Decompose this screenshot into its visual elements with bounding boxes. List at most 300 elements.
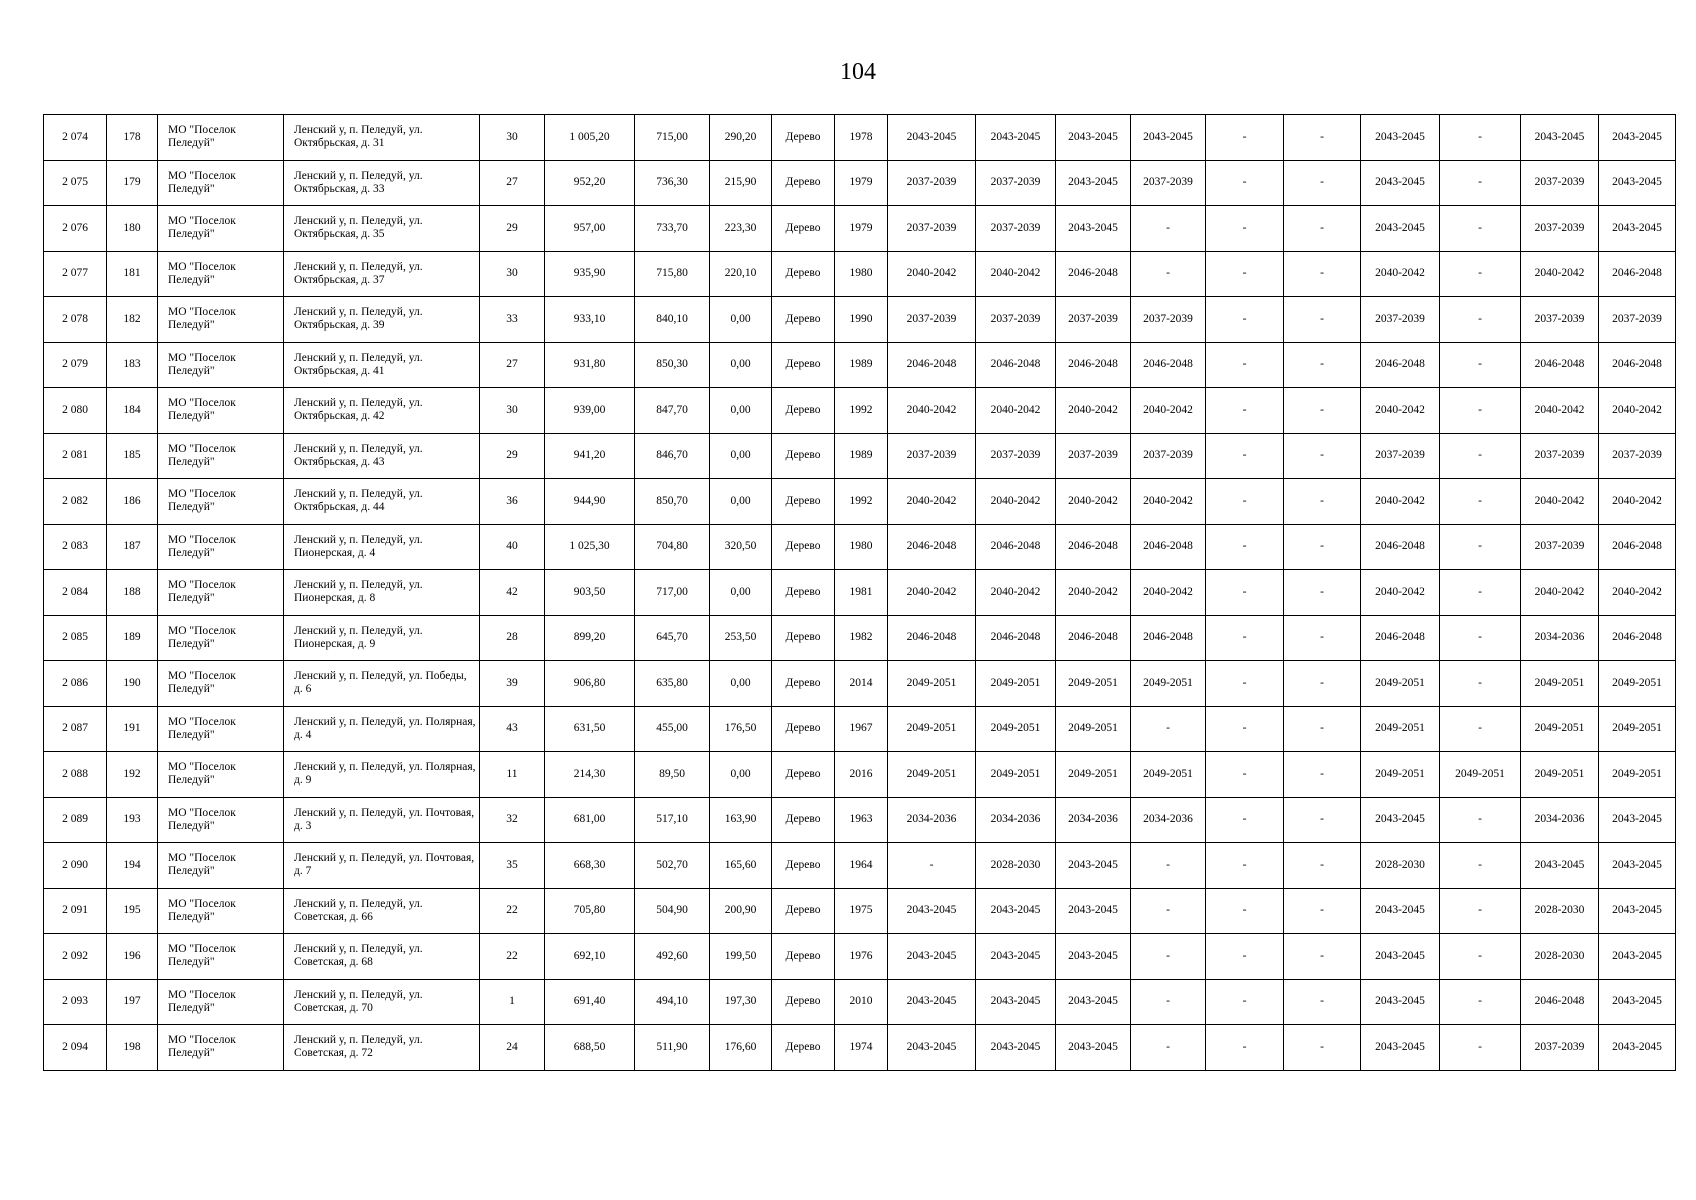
- work-period-cell-1: 2043-2045: [888, 934, 976, 980]
- work-period-cell-2: 2037-2039: [976, 297, 1056, 343]
- work-period-cell-7: 2043-2045: [1361, 797, 1440, 843]
- work-period-cell-1: 2043-2045: [888, 1025, 976, 1071]
- work-period-cell-3: 2046-2048: [1056, 524, 1131, 570]
- row-number-cell: 2 082: [44, 479, 107, 525]
- work-period-cell-9: 2049-2051: [1521, 661, 1599, 707]
- municipality-cell: МО "Поселок Пеледуй": [158, 479, 284, 525]
- wall-material-cell: Дерево: [772, 115, 835, 161]
- year-built-cell: 2010: [835, 979, 888, 1025]
- work-period-cell-1: 2040-2042: [888, 570, 976, 616]
- address-cell: Ленский у, п. Пеледуй, ул. Советская, д. 68: [284, 934, 480, 980]
- work-period-cell-4: 2046-2048: [1131, 615, 1206, 661]
- local-number-cell: 178: [107, 115, 158, 161]
- work-period-cell-8: -: [1440, 342, 1521, 388]
- work-period-cell-8: -: [1440, 888, 1521, 934]
- work-period-cell-3: 2049-2051: [1056, 661, 1131, 707]
- address-cell: Ленский у, п. Пеледуй, ул. Победы, д. 6: [284, 661, 480, 707]
- apartments-cell: 30: [480, 115, 545, 161]
- nonresidential-area-cell: 223,30: [710, 206, 772, 252]
- work-period-cell-5: -: [1206, 843, 1284, 889]
- table-row: [44, 843, 1676, 889]
- row-number-cell: 2 074: [44, 115, 107, 161]
- local-number-cell: 198: [107, 1025, 158, 1071]
- work-period-cell-8: -: [1440, 206, 1521, 252]
- work-period-cell-4: -: [1131, 843, 1206, 889]
- wall-material-cell: Дерево: [772, 433, 835, 479]
- work-period-cell-2: 2040-2042: [976, 388, 1056, 434]
- address-cell: Ленский у, п. Пеледуй, ул. Октябрьская, д. 35: [284, 206, 480, 252]
- work-period-cell-5: -: [1206, 206, 1284, 252]
- work-period-cell-4: -: [1131, 251, 1206, 297]
- table-row: [44, 297, 1676, 343]
- work-period-cell-9: 2037-2039: [1521, 297, 1599, 343]
- municipality-cell: МО "Поселок Пеледуй": [158, 843, 284, 889]
- work-period-cell-2: 2040-2042: [976, 479, 1056, 525]
- work-period-cell-5: -: [1206, 615, 1284, 661]
- work-period-cell-7: 2046-2048: [1361, 524, 1440, 570]
- residential-area-cell: 492,60: [635, 934, 710, 980]
- work-period-cell-6: -: [1284, 706, 1361, 752]
- address-cell: Ленский у, п. Пеледуй, ул. Пионерская, д. 9: [284, 615, 480, 661]
- wall-material-cell: Дерево: [772, 615, 835, 661]
- year-built-cell: 1992: [835, 479, 888, 525]
- work-period-cell-6: -: [1284, 297, 1361, 343]
- nonresidential-area-cell: 215,90: [710, 160, 772, 206]
- nonresidential-area-cell: 0,00: [710, 342, 772, 388]
- year-built-cell: 1990: [835, 297, 888, 343]
- work-period-cell-7: 2049-2051: [1361, 661, 1440, 707]
- row-number-cell: 2 089: [44, 797, 107, 843]
- work-period-cell-1: 2040-2042: [888, 479, 976, 525]
- work-period-cell-7: 2043-2045: [1361, 115, 1440, 161]
- local-number-cell: 184: [107, 388, 158, 434]
- residential-area-cell: 847,70: [635, 388, 710, 434]
- apartments-cell: 22: [480, 888, 545, 934]
- table-row: [44, 115, 1676, 161]
- table-row: [44, 570, 1676, 616]
- work-period-cell-3: 2040-2042: [1056, 570, 1131, 616]
- table-row: [44, 797, 1676, 843]
- row-number-cell: 2 091: [44, 888, 107, 934]
- address-cell: Ленский у, п. Пеледуй, ул. Октябрьская, д. 44: [284, 479, 480, 525]
- work-period-cell-1: 2040-2042: [888, 388, 976, 434]
- work-period-cell-5: -: [1206, 570, 1284, 616]
- work-period-cell-9: 2034-2036: [1521, 797, 1599, 843]
- table-row: [44, 752, 1676, 798]
- residential-area-cell: 511,90: [635, 1025, 710, 1071]
- table-row: [44, 388, 1676, 434]
- table-row: [44, 1025, 1676, 1071]
- total-area-cell: 691,40: [545, 979, 635, 1025]
- work-period-cell-8: -: [1440, 615, 1521, 661]
- work-period-cell-6: -: [1284, 115, 1361, 161]
- residential-area-cell: 494,10: [635, 979, 710, 1025]
- year-built-cell: 1967: [835, 706, 888, 752]
- nonresidential-area-cell: 0,00: [710, 752, 772, 798]
- work-period-cell-8: -: [1440, 979, 1521, 1025]
- work-period-cell-9: 2043-2045: [1521, 843, 1599, 889]
- housing-registry-table: [43, 114, 1676, 1071]
- work-period-cell-3: 2043-2045: [1056, 979, 1131, 1025]
- work-period-cell-9: 2037-2039: [1521, 206, 1599, 252]
- year-built-cell: 1979: [835, 206, 888, 252]
- wall-material-cell: Дерево: [772, 752, 835, 798]
- nonresidential-area-cell: 165,60: [710, 843, 772, 889]
- work-period-cell-3: 2040-2042: [1056, 388, 1131, 434]
- work-period-cell-6: -: [1284, 979, 1361, 1025]
- year-built-cell: 1989: [835, 433, 888, 479]
- work-period-cell-2: 2043-2045: [976, 979, 1056, 1025]
- wall-material-cell: Дерево: [772, 797, 835, 843]
- work-period-cell-6: -: [1284, 251, 1361, 297]
- work-period-cell-1: 2046-2048: [888, 524, 976, 570]
- wall-material-cell: Дерево: [772, 706, 835, 752]
- residential-area-cell: 704,80: [635, 524, 710, 570]
- work-period-cell-8: -: [1440, 388, 1521, 434]
- apartments-cell: 40: [480, 524, 545, 570]
- municipality-cell: МО "Поселок Пеледуй": [158, 1025, 284, 1071]
- work-period-cell-6: -: [1284, 934, 1361, 980]
- nonresidential-area-cell: 320,50: [710, 524, 772, 570]
- work-period-cell-3: 2043-2045: [1056, 206, 1131, 252]
- total-area-cell: 631,50: [545, 706, 635, 752]
- work-period-cell-7: 2043-2045: [1361, 160, 1440, 206]
- work-period-cell-4: 2046-2048: [1131, 342, 1206, 388]
- work-period-cell-6: -: [1284, 752, 1361, 798]
- table-row: [44, 160, 1676, 206]
- work-period-cell-4: -: [1131, 706, 1206, 752]
- table-row: [44, 342, 1676, 388]
- address-cell: Ленский у, п. Пеледуй, ул. Советская, д. 66: [284, 888, 480, 934]
- work-period-cell-10: 2046-2048: [1599, 251, 1676, 297]
- work-period-cell-7: 2043-2045: [1361, 888, 1440, 934]
- year-built-cell: 1974: [835, 1025, 888, 1071]
- apartments-cell: 32: [480, 797, 545, 843]
- work-period-cell-3: 2037-2039: [1056, 297, 1131, 343]
- address-cell: Ленский у, п. Пеледуй, ул. Полярная, д. 9: [284, 752, 480, 798]
- residential-area-cell: 846,70: [635, 433, 710, 479]
- work-period-cell-3: 2034-2036: [1056, 797, 1131, 843]
- work-period-cell-5: -: [1206, 1025, 1284, 1071]
- work-period-cell-5: -: [1206, 297, 1284, 343]
- nonresidential-area-cell: 253,50: [710, 615, 772, 661]
- local-number-cell: 189: [107, 615, 158, 661]
- local-number-cell: 191: [107, 706, 158, 752]
- work-period-cell-5: -: [1206, 388, 1284, 434]
- wall-material-cell: Дерево: [772, 342, 835, 388]
- table-row: [44, 479, 1676, 525]
- work-period-cell-9: 2049-2051: [1521, 706, 1599, 752]
- nonresidential-area-cell: 220,10: [710, 251, 772, 297]
- work-period-cell-2: 2037-2039: [976, 433, 1056, 479]
- work-period-cell-10: 2043-2045: [1599, 115, 1676, 161]
- work-period-cell-1: 2037-2039: [888, 206, 976, 252]
- work-period-cell-8: -: [1440, 797, 1521, 843]
- address-cell: Ленский у, п. Пеледуй, ул. Полярная, д. 4: [284, 706, 480, 752]
- work-period-cell-6: -: [1284, 160, 1361, 206]
- work-period-cell-7: 2043-2045: [1361, 206, 1440, 252]
- work-period-cell-5: -: [1206, 934, 1284, 980]
- work-period-cell-1: 2043-2045: [888, 979, 976, 1025]
- local-number-cell: 183: [107, 342, 158, 388]
- work-period-cell-6: -: [1284, 843, 1361, 889]
- apartments-cell: 36: [480, 479, 545, 525]
- address-cell: Ленский у, п. Пеледуй, ул. Октябрьская, д. 43: [284, 433, 480, 479]
- total-area-cell: 668,30: [545, 843, 635, 889]
- local-number-cell: 193: [107, 797, 158, 843]
- work-period-cell-6: -: [1284, 661, 1361, 707]
- work-period-cell-4: -: [1131, 206, 1206, 252]
- municipality-cell: МО "Поселок Пеледуй": [158, 388, 284, 434]
- work-period-cell-4: 2037-2039: [1131, 297, 1206, 343]
- work-period-cell-7: 2037-2039: [1361, 433, 1440, 479]
- total-area-cell: 952,20: [545, 160, 635, 206]
- total-area-cell: 705,80: [545, 888, 635, 934]
- total-area-cell: 933,10: [545, 297, 635, 343]
- work-period-cell-8: -: [1440, 160, 1521, 206]
- local-number-cell: 188: [107, 570, 158, 616]
- work-period-cell-2: 2040-2042: [976, 570, 1056, 616]
- wall-material-cell: Дерево: [772, 388, 835, 434]
- work-period-cell-7: 2040-2042: [1361, 479, 1440, 525]
- work-period-cell-1: 2049-2051: [888, 706, 976, 752]
- work-period-cell-6: -: [1284, 524, 1361, 570]
- nonresidential-area-cell: 0,00: [710, 433, 772, 479]
- apartments-cell: 29: [480, 433, 545, 479]
- work-period-cell-2: 2049-2051: [976, 706, 1056, 752]
- work-period-cell-5: -: [1206, 706, 1284, 752]
- work-period-cell-1: 2043-2045: [888, 115, 976, 161]
- work-period-cell-10: 2049-2051: [1599, 752, 1676, 798]
- local-number-cell: 181: [107, 251, 158, 297]
- address-cell: Ленский у, п. Пеледуй, ул. Октябрьская, д. 31: [284, 115, 480, 161]
- work-period-cell-4: 2040-2042: [1131, 570, 1206, 616]
- work-period-cell-2: 2043-2045: [976, 934, 1056, 980]
- nonresidential-area-cell: 0,00: [710, 661, 772, 707]
- work-period-cell-5: -: [1206, 115, 1284, 161]
- total-area-cell: 939,00: [545, 388, 635, 434]
- work-period-cell-4: 2040-2042: [1131, 388, 1206, 434]
- municipality-cell: МО "Поселок Пеледуй": [158, 524, 284, 570]
- work-period-cell-4: 2040-2042: [1131, 479, 1206, 525]
- work-period-cell-10: 2040-2042: [1599, 479, 1676, 525]
- work-period-cell-2: 2028-2030: [976, 843, 1056, 889]
- wall-material-cell: Дерево: [772, 661, 835, 707]
- row-number-cell: 2 086: [44, 661, 107, 707]
- address-cell: Ленский у, п. Пеледуй, ул. Советская, д. 72: [284, 1025, 480, 1071]
- work-period-cell-10: 2040-2042: [1599, 388, 1676, 434]
- row-number-cell: 2 090: [44, 843, 107, 889]
- wall-material-cell: Дерево: [772, 888, 835, 934]
- local-number-cell: 190: [107, 661, 158, 707]
- table-row: [44, 934, 1676, 980]
- work-period-cell-7: 2040-2042: [1361, 251, 1440, 297]
- total-area-cell: 906,80: [545, 661, 635, 707]
- work-period-cell-4: 2037-2039: [1131, 433, 1206, 479]
- work-period-cell-3: 2049-2051: [1056, 752, 1131, 798]
- work-period-cell-9: 2043-2045: [1521, 115, 1599, 161]
- work-period-cell-2: 2043-2045: [976, 888, 1056, 934]
- work-period-cell-6: -: [1284, 797, 1361, 843]
- work-period-cell-8: 2049-2051: [1440, 752, 1521, 798]
- work-period-cell-9: 2046-2048: [1521, 342, 1599, 388]
- work-period-cell-6: -: [1284, 342, 1361, 388]
- residential-area-cell: 455,00: [635, 706, 710, 752]
- residential-area-cell: 840,10: [635, 297, 710, 343]
- year-built-cell: 1978: [835, 115, 888, 161]
- year-built-cell: 1963: [835, 797, 888, 843]
- municipality-cell: МО "Поселок Пеледуй": [158, 979, 284, 1025]
- work-period-cell-8: -: [1440, 843, 1521, 889]
- apartments-cell: 30: [480, 388, 545, 434]
- address-cell: Ленский у, п. Пеледуй, ул. Советская, д. 70: [284, 979, 480, 1025]
- wall-material-cell: Дерево: [772, 479, 835, 525]
- year-built-cell: 1982: [835, 615, 888, 661]
- nonresidential-area-cell: 199,50: [710, 934, 772, 980]
- residential-area-cell: 736,30: [635, 160, 710, 206]
- work-period-cell-1: 2040-2042: [888, 251, 976, 297]
- local-number-cell: 192: [107, 752, 158, 798]
- table-row: [44, 251, 1676, 297]
- apartments-cell: 29: [480, 206, 545, 252]
- municipality-cell: МО "Поселок Пеледуй": [158, 206, 284, 252]
- work-period-cell-4: 2034-2036: [1131, 797, 1206, 843]
- work-period-cell-7: 2028-2030: [1361, 843, 1440, 889]
- work-period-cell-9: 2040-2042: [1521, 388, 1599, 434]
- work-period-cell-6: -: [1284, 388, 1361, 434]
- local-number-cell: 196: [107, 934, 158, 980]
- wall-material-cell: Дерево: [772, 160, 835, 206]
- row-number-cell: 2 079: [44, 342, 107, 388]
- residential-area-cell: 717,00: [635, 570, 710, 616]
- address-cell: Ленский у, п. Пеледуй, ул. Октябрьская, д. 42: [284, 388, 480, 434]
- nonresidential-area-cell: 176,60: [710, 1025, 772, 1071]
- nonresidential-area-cell: 0,00: [710, 570, 772, 616]
- residential-area-cell: 635,80: [635, 661, 710, 707]
- work-period-cell-2: 2046-2048: [976, 524, 1056, 570]
- apartments-cell: 1: [480, 979, 545, 1025]
- total-area-cell: 214,30: [545, 752, 635, 798]
- municipality-cell: МО "Поселок Пеледуй": [158, 297, 284, 343]
- municipality-cell: МО "Поселок Пеледуй": [158, 615, 284, 661]
- work-period-cell-5: -: [1206, 661, 1284, 707]
- work-period-cell-3: 2043-2045: [1056, 843, 1131, 889]
- work-period-cell-7: 2046-2048: [1361, 342, 1440, 388]
- address-cell: Ленский у, п. Пеледуй, ул. Пионерская, д. 8: [284, 570, 480, 616]
- residential-area-cell: 89,50: [635, 752, 710, 798]
- total-area-cell: 692,10: [545, 934, 635, 980]
- work-period-cell-3: 2046-2048: [1056, 615, 1131, 661]
- work-period-cell-10: 2046-2048: [1599, 342, 1676, 388]
- work-period-cell-9: 2046-2048: [1521, 979, 1599, 1025]
- address-cell: Ленский у, п. Пеледуй, ул. Почтовая, д. 3: [284, 797, 480, 843]
- row-number-cell: 2 088: [44, 752, 107, 798]
- work-period-cell-5: -: [1206, 342, 1284, 388]
- table-row: [44, 979, 1676, 1025]
- total-area-cell: 935,90: [545, 251, 635, 297]
- year-built-cell: 1976: [835, 934, 888, 980]
- row-number-cell: 2 075: [44, 160, 107, 206]
- year-built-cell: 1979: [835, 160, 888, 206]
- nonresidential-area-cell: 163,90: [710, 797, 772, 843]
- local-number-cell: 194: [107, 843, 158, 889]
- work-period-cell-6: -: [1284, 206, 1361, 252]
- wall-material-cell: Дерево: [772, 297, 835, 343]
- wall-material-cell: Дерево: [772, 843, 835, 889]
- work-period-cell-9: 2028-2030: [1521, 934, 1599, 980]
- work-period-cell-9: 2037-2039: [1521, 524, 1599, 570]
- work-period-cell-9: 2040-2042: [1521, 251, 1599, 297]
- work-period-cell-7: 2037-2039: [1361, 297, 1440, 343]
- apartments-cell: 35: [480, 843, 545, 889]
- nonresidential-area-cell: 0,00: [710, 388, 772, 434]
- total-area-cell: 688,50: [545, 1025, 635, 1071]
- work-period-cell-1: 2049-2051: [888, 661, 976, 707]
- work-period-cell-4: -: [1131, 979, 1206, 1025]
- work-period-cell-5: -: [1206, 479, 1284, 525]
- work-period-cell-8: -: [1440, 934, 1521, 980]
- work-period-cell-3: 2046-2048: [1056, 251, 1131, 297]
- work-period-cell-4: 2049-2051: [1131, 752, 1206, 798]
- work-period-cell-1: 2046-2048: [888, 342, 976, 388]
- work-period-cell-6: -: [1284, 433, 1361, 479]
- municipality-cell: МО "Поселок Пеледуй": [158, 752, 284, 798]
- work-period-cell-2: 2049-2051: [976, 661, 1056, 707]
- work-period-cell-3: 2043-2045: [1056, 115, 1131, 161]
- table-row: [44, 615, 1676, 661]
- year-built-cell: 2014: [835, 661, 888, 707]
- local-number-cell: 179: [107, 160, 158, 206]
- residential-area-cell: 850,30: [635, 342, 710, 388]
- work-period-cell-10: 2043-2045: [1599, 979, 1676, 1025]
- work-period-cell-2: 2037-2039: [976, 160, 1056, 206]
- work-period-cell-6: -: [1284, 1025, 1361, 1071]
- work-period-cell-4: -: [1131, 888, 1206, 934]
- work-period-cell-5: -: [1206, 888, 1284, 934]
- work-period-cell-8: -: [1440, 115, 1521, 161]
- work-period-cell-10: 2046-2048: [1599, 524, 1676, 570]
- municipality-cell: МО "Поселок Пеледуй": [158, 661, 284, 707]
- total-area-cell: 1 005,20: [545, 115, 635, 161]
- work-period-cell-4: 2037-2039: [1131, 160, 1206, 206]
- row-number-cell: 2 092: [44, 934, 107, 980]
- total-area-cell: 903,50: [545, 570, 635, 616]
- local-number-cell: 185: [107, 433, 158, 479]
- wall-material-cell: Дерево: [772, 934, 835, 980]
- work-period-cell-7: 2049-2051: [1361, 752, 1440, 798]
- apartments-cell: 39: [480, 661, 545, 707]
- address-cell: Ленский у, п. Пеледуй, ул. Почтовая, д. 7: [284, 843, 480, 889]
- address-cell: Ленский у, п. Пеледуй, ул. Октябрьская, д. 39: [284, 297, 480, 343]
- work-period-cell-1: 2037-2039: [888, 160, 976, 206]
- work-period-cell-6: -: [1284, 570, 1361, 616]
- work-period-cell-10: 2046-2048: [1599, 615, 1676, 661]
- year-built-cell: 1980: [835, 251, 888, 297]
- total-area-cell: 1 025,30: [545, 524, 635, 570]
- apartments-cell: 28: [480, 615, 545, 661]
- work-period-cell-10: 2043-2045: [1599, 160, 1676, 206]
- wall-material-cell: Дерево: [772, 206, 835, 252]
- year-built-cell: 2016: [835, 752, 888, 798]
- work-period-cell-3: 2043-2045: [1056, 1025, 1131, 1071]
- local-number-cell: 180: [107, 206, 158, 252]
- work-period-cell-10: 2037-2039: [1599, 297, 1676, 343]
- work-period-cell-4: 2043-2045: [1131, 115, 1206, 161]
- work-period-cell-7: 2043-2045: [1361, 934, 1440, 980]
- apartments-cell: 11: [480, 752, 545, 798]
- municipality-cell: МО "Поселок Пеледуй": [158, 433, 284, 479]
- row-number-cell: 2 080: [44, 388, 107, 434]
